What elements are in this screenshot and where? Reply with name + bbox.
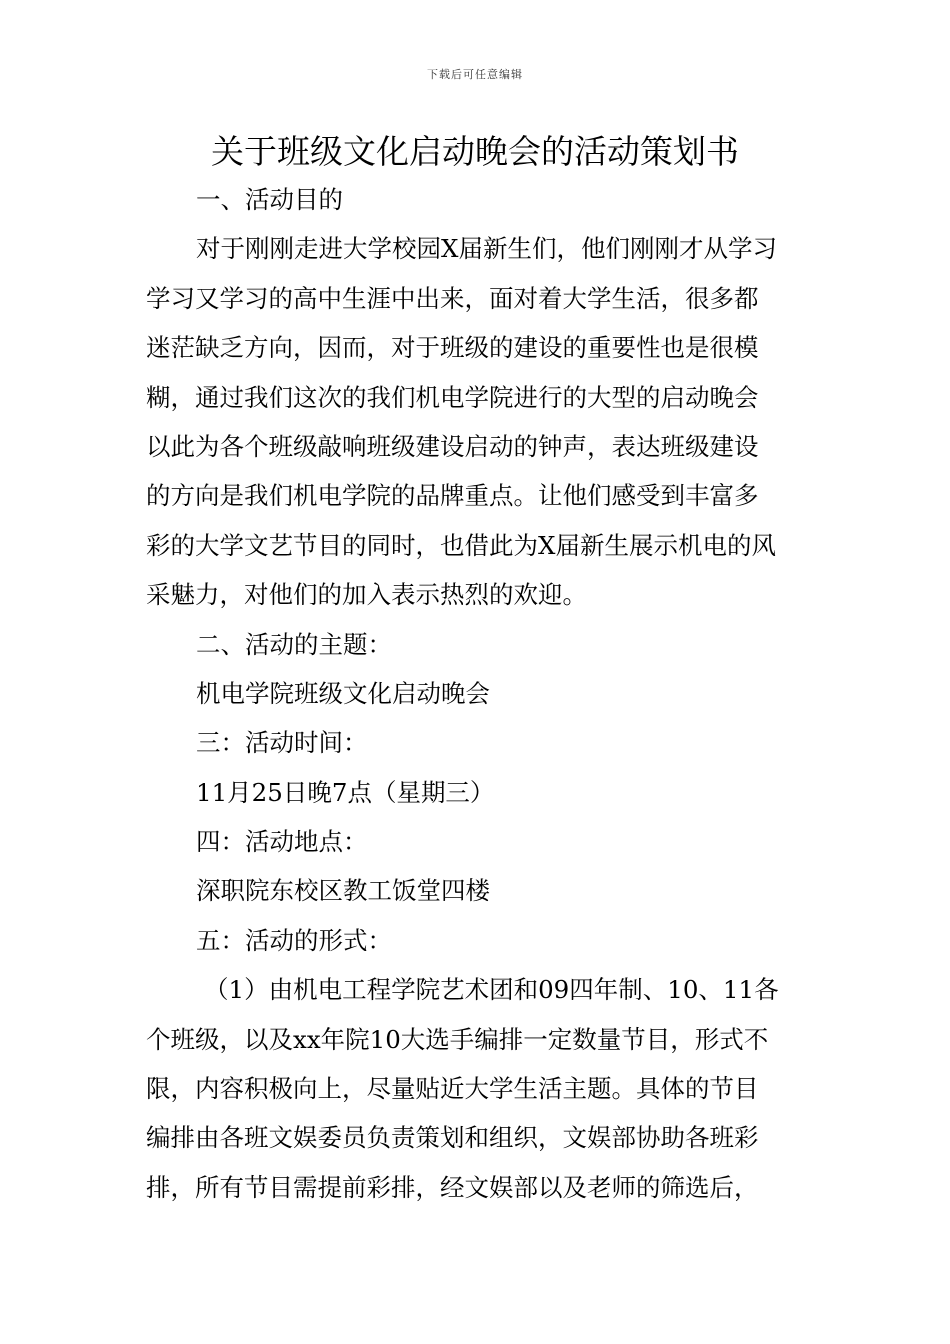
paragraph-line: 迷茫缺乏方向，因而，对于班级的建设的重要性也是很模 <box>146 333 759 363</box>
time-value: 11月25日晚7点（星期三） <box>196 777 495 807</box>
header-note: 下载后可任意编辑 <box>427 68 523 81</box>
document-title: 关于班级文化启动晚会的活动策划书 <box>211 132 739 171</box>
section-heading-theme: 二、活动的主题： <box>196 629 392 659</box>
paragraph-line: 编排由各班文娱委员负责策划和组织，文娱部协助各班彩 <box>146 1123 759 1153</box>
paragraph-line: 彩的大学文艺节目的同时，也借此为X届新生展示机电的风 <box>146 530 776 560</box>
paragraph-line: 对于刚刚走进大学校园X届新生们，他们刚刚才从学习 <box>196 234 777 264</box>
document-body <box>146 175 808 1212</box>
paragraph-line: 排，所有节目需提前彩排，经文娱部以及老师的筛选后， <box>146 1172 759 1202</box>
paragraph-line: 个班级，以及xx年院10大选手编排一定数量节目，形式不 <box>146 1024 769 1054</box>
paragraph-line: 以此为各个班级敲响班级建设启动的钟声，表达班级建设 <box>146 431 759 461</box>
location-value: 深职院东校区教工饭堂四楼 <box>196 876 490 906</box>
section-heading-location: 四：活动地点： <box>196 827 368 857</box>
paragraph-line: 学习又学习的高中生涯中出来，面对着大学生活，很多都 <box>146 283 759 313</box>
section-heading-purpose: 一、活动目的 <box>196 185 343 214</box>
theme-value: 机电学院班级文化启动晚会 <box>196 678 490 708</box>
paragraph-line: 糊，通过我们这次的我们机电学院进行的大型的启动晚会 <box>146 382 759 412</box>
paragraph-line: 限，内容积极向上，尽量贴近大学生活主题。具体的节目 <box>146 1074 759 1104</box>
paragraph-line: 的方向是我们机电学院的品牌重点。让他们感受到丰富多 <box>146 481 759 511</box>
paragraph-line: 采魅力，对他们的加入表示热烈的欢迎。 <box>146 580 587 610</box>
paragraph-line: （1）由机电工程学院艺术团和09四年制、10、11各 <box>204 975 779 1005</box>
section-heading-format: 五：活动的形式： <box>196 925 392 955</box>
section-heading-time: 三：活动时间： <box>196 728 368 758</box>
